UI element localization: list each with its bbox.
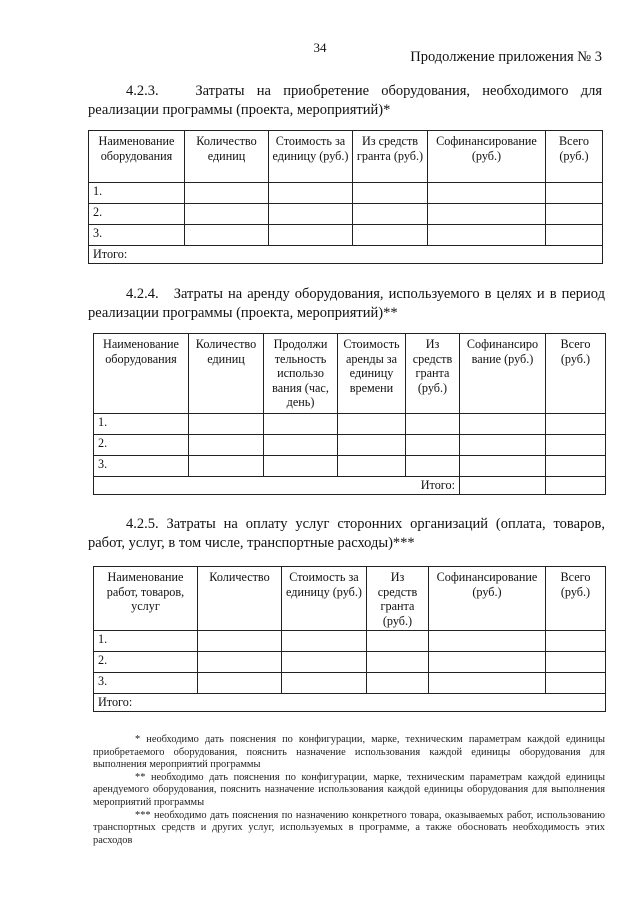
table-row: [94, 435, 606, 456]
table-row: [94, 414, 606, 435]
total-row: [89, 246, 603, 264]
total-label: Итого:: [89, 246, 603, 264]
row-number: 2.: [94, 652, 198, 673]
header-cell: Софинансиро вание (руб.): [460, 334, 546, 414]
header-cell: Количество единиц: [185, 131, 269, 183]
header-cell: Количество единиц: [189, 334, 264, 414]
section-4-2-3-title: 4.2.3. Затраты на приобретение оборудования, необходимого для реализации программы (проекта, мероприятий)*: [88, 83, 602, 118]
total-label: Итого:: [94, 694, 606, 712]
header-cell: Стоимость аренды за единицу времени: [338, 334, 406, 414]
table-row: [94, 456, 606, 477]
row-number: 1.: [94, 631, 198, 652]
header-cell: Наименование работ, товаров, услуг: [94, 567, 198, 631]
total-row: [94, 694, 606, 712]
header-cell: Софинансирование (руб.): [428, 131, 546, 183]
header-cell: Количество: [198, 567, 282, 631]
equipment-purchase-table: [88, 130, 603, 264]
table-header-row: [89, 131, 603, 183]
row-number: 3.: [89, 225, 185, 246]
total-row: [94, 477, 606, 495]
header-cell: Наименование оборудования: [94, 334, 189, 414]
appendix-label: Продолжение приложения № 3: [410, 49, 602, 65]
table-row: [89, 204, 603, 225]
footnote-1: * необходимо дать пояснения по конфигурации, марке, техническим параметрам каждой единицы приобретаемого оборудования, пояснить назначение использования каждой единицы оборудования для выполнения мероприятий программы: [93, 734, 605, 771]
row-number: 1.: [94, 414, 189, 435]
row-number: 2.: [89, 204, 185, 225]
third-party-services-table: [93, 566, 606, 712]
header-cell: Стоимость за единицу (руб.): [269, 131, 353, 183]
header-cell: Из средств гранта (руб.): [353, 131, 428, 183]
header-cell: Всего (руб.): [546, 567, 606, 631]
header-cell: Продолжи тельность использо вания (час, день): [264, 334, 338, 414]
table-row: [94, 652, 606, 673]
total-label: Итого:: [94, 477, 460, 495]
row-number: 3.: [94, 456, 189, 477]
header-cell: Из средств гранта (руб.): [367, 567, 429, 631]
row-number: 1.: [89, 183, 185, 204]
row-number: 2.: [94, 435, 189, 456]
header-cell: Всего (руб.): [546, 334, 606, 414]
row-number: 3.: [94, 673, 198, 694]
header-cell: Всего (руб.): [546, 131, 603, 183]
page-number: 34: [313, 40, 327, 55]
header-cell: Стоимость за единицу (руб.): [282, 567, 367, 631]
footnote-2: ** необходимо дать пояснения по конфигурации, марке, техническим параметрам каждой единицы арендуемого оборудования, пояснить назначение использования каждой единицы оборудования для выполнения мероприятий программы: [93, 771, 605, 808]
footnote-3: *** необходимо дать пояснения по назначению конкретного товара, оказываемых работ, использованию транспортных средств и других услуг, используемых в программе, а также обосновать необходимость этих расходов: [93, 809, 605, 846]
header-cell: Наименование оборудования: [89, 131, 185, 183]
header-cell: Из средств гранта (руб.): [406, 334, 460, 414]
table-row: [89, 183, 603, 204]
table-row: [94, 673, 606, 694]
table-header-row: [94, 567, 606, 631]
section-4-2-5-title: 4.2.5. Затраты на оплату услуг сторонних организаций (оплата, товаров, работ, услуг, в том числе, транспортные расходы)***: [88, 516, 605, 551]
footnotes: [93, 734, 605, 847]
table-row: [89, 225, 603, 246]
equipment-rental-table: [93, 333, 606, 495]
header-cell: Софинансирование (руб.): [429, 567, 546, 631]
section-4-2-4-title: 4.2.4. Затраты на аренду оборудования, используемого в целях и в период реализации программы (проекта, мероприятий)**: [88, 286, 605, 321]
table-header-row: [94, 334, 606, 414]
table-row: [94, 631, 606, 652]
